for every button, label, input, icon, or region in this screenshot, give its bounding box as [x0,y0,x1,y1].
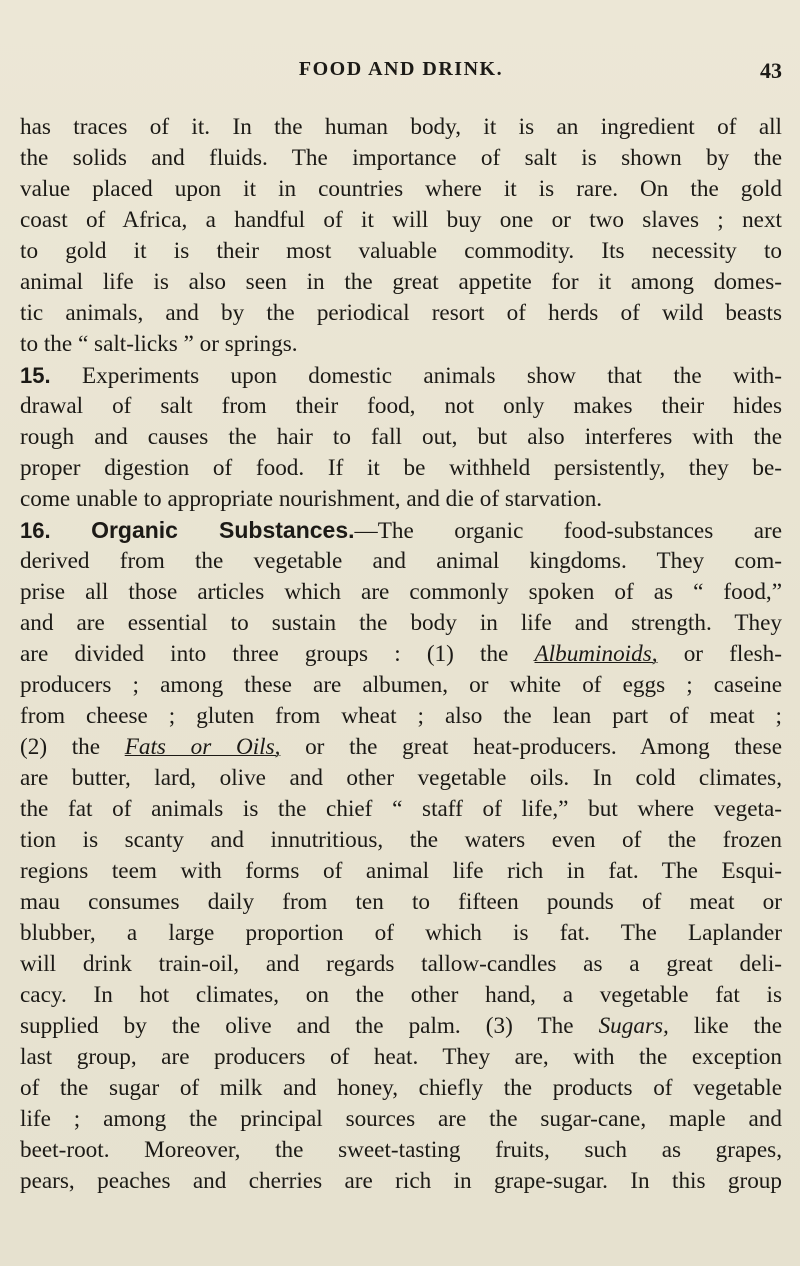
text-line: life ; among the principal sources are the sugar-cane, maple and [20,1106,782,1132]
text-line [20,732,782,763]
text-line: tion is scanty and innutritious, the waters even of the frozen [20,827,782,853]
text-run: (2) the [20,734,125,760]
text-line: rough and causes the hair to fall out, but also interferes with the [20,424,782,450]
text-line: to the “ salt-licks ” or springs. [20,331,298,357]
text-line: proper digestion of food. If it be withheld persistently, they be- [20,455,782,481]
section-15-line [20,360,782,391]
section-number: 16. [20,518,51,543]
text-line: last group, are producers of heat. They are, with the exception [20,1044,782,1070]
text-line: will drink train-oil, and regards tallow-candles as a great deli- [20,951,782,977]
body-text [20,112,782,1197]
section-16-line [20,515,782,546]
text-run: Experiments upon domestic animals show that the with- [50,363,782,389]
italic-term: Fats or Oils, [124,734,281,760]
text-line: come unable to appropriate nourishment, and die of starvation. [20,486,603,512]
text-line: producers ; among these are albumen, or white of eggs ; caseine [20,672,782,698]
section-number: 15. [20,363,51,388]
text-run: supplied by the olive and the palm. (3) The [20,1013,599,1039]
text-line: the solids and fluids. The importance of salt is shown by the [20,145,782,171]
running-title: FOOD AND DRINK. [298,58,504,80]
text-run: —The organic food-substances are [354,518,782,544]
text-line: coast of Africa, a handful of it will buy one or two slaves ; next [20,207,782,233]
text-line: beet-root. Moreover, the sweet-tasting fruits, such as grapes, [20,1137,782,1163]
text-line: mau consumes daily from ten to fifteen pounds of meat or [20,889,782,915]
text-line: and are essential to sustain the body in life and strength. They [20,610,782,636]
text-line: cacy. In hot climates, on the other hand, a vegetable fat is [20,982,782,1008]
text-line [20,639,782,670]
text-line: value placed upon it in countries where it is rare. On the gold [20,176,782,202]
text-line: tic animals, and by the periodical resort of herds of wild beasts [20,300,782,326]
text-line: pears, peaches and cherries are rich in grape-sugar. In this group [20,1168,782,1194]
text-line: blubber, a large proportion of which is fat. The Laplander [20,920,782,946]
text-line: to gold it is their most valuable commodity. Its necessity to [20,238,782,264]
italic-term: Sugars, [598,1013,669,1039]
text-line: from cheese ; gluten from wheat ; also the lean part of meat ; [20,703,782,729]
text-line: of the sugar of milk and honey, chiefly the products of vegetable [20,1075,782,1101]
text-run: like the [668,1013,782,1039]
section-heading: Organic Substances. [91,517,355,543]
text-line: regions teem with forms of animal life rich in fat. The Esqui- [20,858,782,884]
page-number: 43 [760,58,782,83]
text-line: prise all those articles which are commonly spoken of as “ food,” [20,579,782,605]
text-line: drawal of salt from their food, not only makes their hides [20,393,782,419]
text-line: the fat of animals is the chief “ staff of life,” but where vegeta- [20,796,782,822]
text-line: are butter, lard, olive and other vegetable oils. In cold climates, [20,765,782,791]
running-header [20,58,782,88]
text-run: or flesh- [657,641,782,667]
text-line [20,1011,782,1042]
text-run: are divided into three groups : (1) the [20,641,535,667]
text-line: animal life is also seen in the great appetite for it among domes- [20,269,782,295]
italic-term: Albuminoids, [534,641,658,667]
text-line: derived from the vegetable and animal kingdoms. They com- [20,548,782,574]
text-line: has traces of it. In the human body, it is an ingredient of all [20,114,782,140]
text-run: or the great heat-producers. Among these [280,734,782,760]
